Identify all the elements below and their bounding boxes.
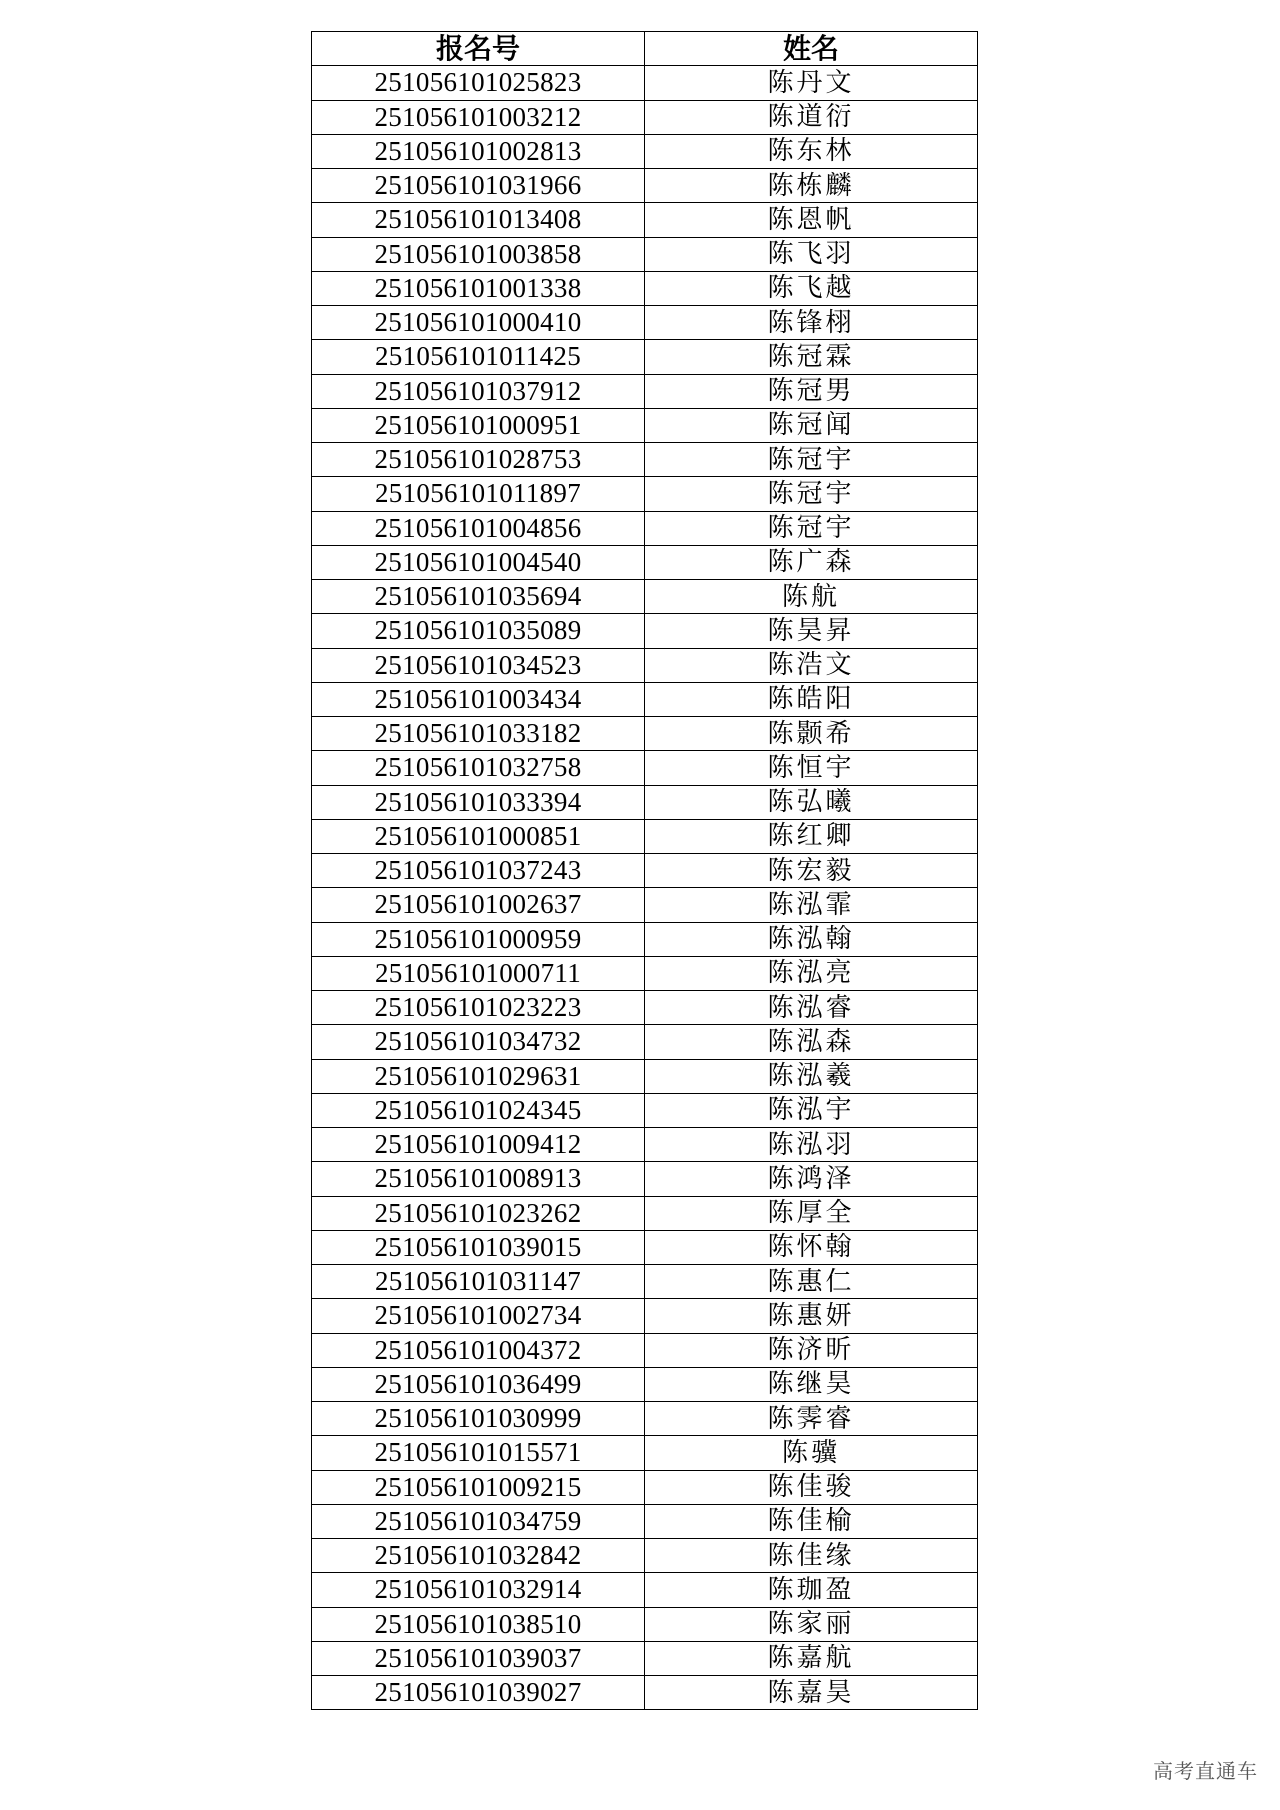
registration-number-cell: 251056101004540 [312, 545, 645, 579]
table-row [312, 956, 978, 990]
registration-number-cell: 251056101028753 [312, 443, 645, 477]
watermark-text: 高考直通车 [1153, 1759, 1258, 1783]
name-cell: 陈泓宇 [645, 1093, 978, 1127]
table-row [312, 648, 978, 682]
registration-number-cell: 251056101000951 [312, 408, 645, 442]
table-row [312, 477, 978, 511]
table-row [312, 511, 978, 545]
table-row [312, 1265, 978, 1299]
header-row [312, 32, 978, 66]
table-row [312, 751, 978, 785]
name-cell: 陈怀翰 [645, 1230, 978, 1264]
name-cell: 陈霁睿 [645, 1402, 978, 1436]
name-cell: 陈泓森 [645, 1025, 978, 1059]
registration-number-cell: 251056101002813 [312, 134, 645, 168]
table-row [312, 1436, 978, 1470]
name-cell: 陈泓睿 [645, 991, 978, 1025]
name-cell: 陈冠霖 [645, 340, 978, 374]
name-cell: 陈惠仁 [645, 1265, 978, 1299]
name-cell: 陈珈盈 [645, 1573, 978, 1607]
table-row [312, 340, 978, 374]
registration-number-cell: 251056101033394 [312, 785, 645, 819]
header-registration-number: 报名号 [312, 32, 645, 66]
name-cell: 陈红卿 [645, 819, 978, 853]
registration-number-cell: 251056101011897 [312, 477, 645, 511]
registration-number-cell: 251056101011425 [312, 340, 645, 374]
table-row [312, 100, 978, 134]
registration-number-cell: 251056101031147 [312, 1265, 645, 1299]
table-row [312, 306, 978, 340]
registration-number-cell: 251056101035089 [312, 614, 645, 648]
registration-number-cell: 251056101023262 [312, 1196, 645, 1230]
registration-number-cell: 251056101000959 [312, 922, 645, 956]
table-row [312, 580, 978, 614]
name-cell: 陈飞越 [645, 271, 978, 305]
table-row [312, 717, 978, 751]
registration-number-cell: 251056101034732 [312, 1025, 645, 1059]
name-cell: 陈继昊 [645, 1367, 978, 1401]
table-row [312, 922, 978, 956]
registration-number-cell: 251056101003212 [312, 100, 645, 134]
name-cell: 陈浩文 [645, 648, 978, 682]
table-row [312, 1607, 978, 1641]
name-cell: 陈骥 [645, 1436, 978, 1470]
table-row [312, 237, 978, 271]
registration-number-cell: 251056101001338 [312, 271, 645, 305]
name-cell: 陈锋栩 [645, 306, 978, 340]
name-cell: 陈皓阳 [645, 682, 978, 716]
name-cell: 陈佳骏 [645, 1470, 978, 1504]
table-row [312, 408, 978, 442]
table-row [312, 169, 978, 203]
name-cell: 陈冠男 [645, 374, 978, 408]
name-cell: 陈惠妍 [645, 1299, 978, 1333]
name-cell: 陈泓霏 [645, 888, 978, 922]
registration-number-cell: 251056101039027 [312, 1676, 645, 1710]
table-row [312, 1367, 978, 1401]
table-row [312, 1539, 978, 1573]
name-cell: 陈家丽 [645, 1607, 978, 1641]
registration-number-cell: 251056101032758 [312, 751, 645, 785]
table-row [312, 785, 978, 819]
name-cell: 陈恒宇 [645, 751, 978, 785]
name-cell: 陈东林 [645, 134, 978, 168]
table-row [312, 1299, 978, 1333]
table-row [312, 1128, 978, 1162]
name-cell: 陈泓翰 [645, 922, 978, 956]
name-cell: 陈冠闻 [645, 408, 978, 442]
table-row [312, 819, 978, 853]
name-cell: 陈飞羽 [645, 237, 978, 271]
table-row [312, 1333, 978, 1367]
registration-number-cell: 251056101033182 [312, 717, 645, 751]
name-cell: 陈广森 [645, 545, 978, 579]
name-cell: 陈昊昇 [645, 614, 978, 648]
name-cell: 陈泓羽 [645, 1128, 978, 1162]
registration-number-cell: 251056101003858 [312, 237, 645, 271]
registration-number-cell: 251056101029631 [312, 1059, 645, 1093]
registration-number-cell: 251056101000711 [312, 956, 645, 990]
name-cell: 陈航 [645, 580, 978, 614]
registration-number-cell: 251056101000410 [312, 306, 645, 340]
registration-number-cell: 251056101009215 [312, 1470, 645, 1504]
name-cell: 陈佳缘 [645, 1539, 978, 1573]
table-row [312, 1025, 978, 1059]
table-row [312, 271, 978, 305]
name-cell: 陈弘曦 [645, 785, 978, 819]
registration-number-cell: 251056101036499 [312, 1367, 645, 1401]
table-row [312, 854, 978, 888]
registration-number-cell: 251056101037912 [312, 374, 645, 408]
name-cell: 陈厚全 [645, 1196, 978, 1230]
roster-table-body [312, 66, 978, 1710]
table-row [312, 991, 978, 1025]
registration-number-cell: 251056101031966 [312, 169, 645, 203]
name-cell: 陈泓羲 [645, 1059, 978, 1093]
name-cell: 陈佳榆 [645, 1504, 978, 1538]
registration-number-cell: 251056101015571 [312, 1436, 645, 1470]
registration-number-cell: 251056101037243 [312, 854, 645, 888]
registration-number-cell: 251056101002637 [312, 888, 645, 922]
name-cell: 陈泓亮 [645, 956, 978, 990]
table-row [312, 1230, 978, 1264]
table-row [312, 1641, 978, 1675]
registration-number-cell: 251056101030999 [312, 1402, 645, 1436]
name-cell: 陈嘉昊 [645, 1676, 978, 1710]
registration-number-cell: 251056101009412 [312, 1128, 645, 1162]
table-row [312, 66, 978, 100]
table-row [312, 1162, 978, 1196]
registration-number-cell: 251056101039015 [312, 1230, 645, 1264]
registration-number-cell: 251056101023223 [312, 991, 645, 1025]
name-cell: 陈嘉航 [645, 1641, 978, 1675]
registration-number-cell: 251056101004372 [312, 1333, 645, 1367]
name-cell: 陈栋麟 [645, 169, 978, 203]
table-row [312, 134, 978, 168]
table-row [312, 1059, 978, 1093]
table-row [312, 1676, 978, 1710]
name-cell: 陈鸿泽 [645, 1162, 978, 1196]
table-row [312, 614, 978, 648]
name-cell: 陈宏毅 [645, 854, 978, 888]
table-row [312, 203, 978, 237]
table-row [312, 545, 978, 579]
table-row [312, 374, 978, 408]
registration-number-cell: 251056101008913 [312, 1162, 645, 1196]
name-cell: 陈冠宇 [645, 511, 978, 545]
name-cell: 陈冠宇 [645, 477, 978, 511]
name-cell: 陈济昕 [645, 1333, 978, 1367]
registration-number-cell: 251056101038510 [312, 1607, 645, 1641]
registration-number-cell: 251056101024345 [312, 1093, 645, 1127]
roster-table [311, 31, 978, 1710]
registration-number-cell: 251056101034523 [312, 648, 645, 682]
name-cell: 陈颢希 [645, 717, 978, 751]
roster-table-head [312, 32, 978, 66]
registration-number-cell: 251056101032914 [312, 1573, 645, 1607]
registration-number-cell: 251056101000851 [312, 819, 645, 853]
registration-number-cell: 251056101025823 [312, 66, 645, 100]
name-cell: 陈恩帆 [645, 203, 978, 237]
table-row [312, 1573, 978, 1607]
table-row [312, 888, 978, 922]
name-cell: 陈冠宇 [645, 443, 978, 477]
registration-number-cell: 251056101034759 [312, 1504, 645, 1538]
registration-number-cell: 251056101039037 [312, 1641, 645, 1675]
table-row [312, 1504, 978, 1538]
name-cell: 陈道衍 [645, 100, 978, 134]
name-cell: 陈丹文 [645, 66, 978, 100]
registration-number-cell: 251056101004856 [312, 511, 645, 545]
registration-number-cell: 251056101002734 [312, 1299, 645, 1333]
table-row [312, 1470, 978, 1504]
table-row [312, 443, 978, 477]
table-row [312, 1402, 978, 1436]
registration-number-cell: 251056101035694 [312, 580, 645, 614]
table-row [312, 1196, 978, 1230]
header-name: 姓名 [645, 32, 978, 66]
registration-number-cell: 251056101013408 [312, 203, 645, 237]
table-row [312, 1093, 978, 1127]
registration-number-cell: 251056101032842 [312, 1539, 645, 1573]
registration-number-cell: 251056101003434 [312, 682, 645, 716]
table-row [312, 682, 978, 716]
